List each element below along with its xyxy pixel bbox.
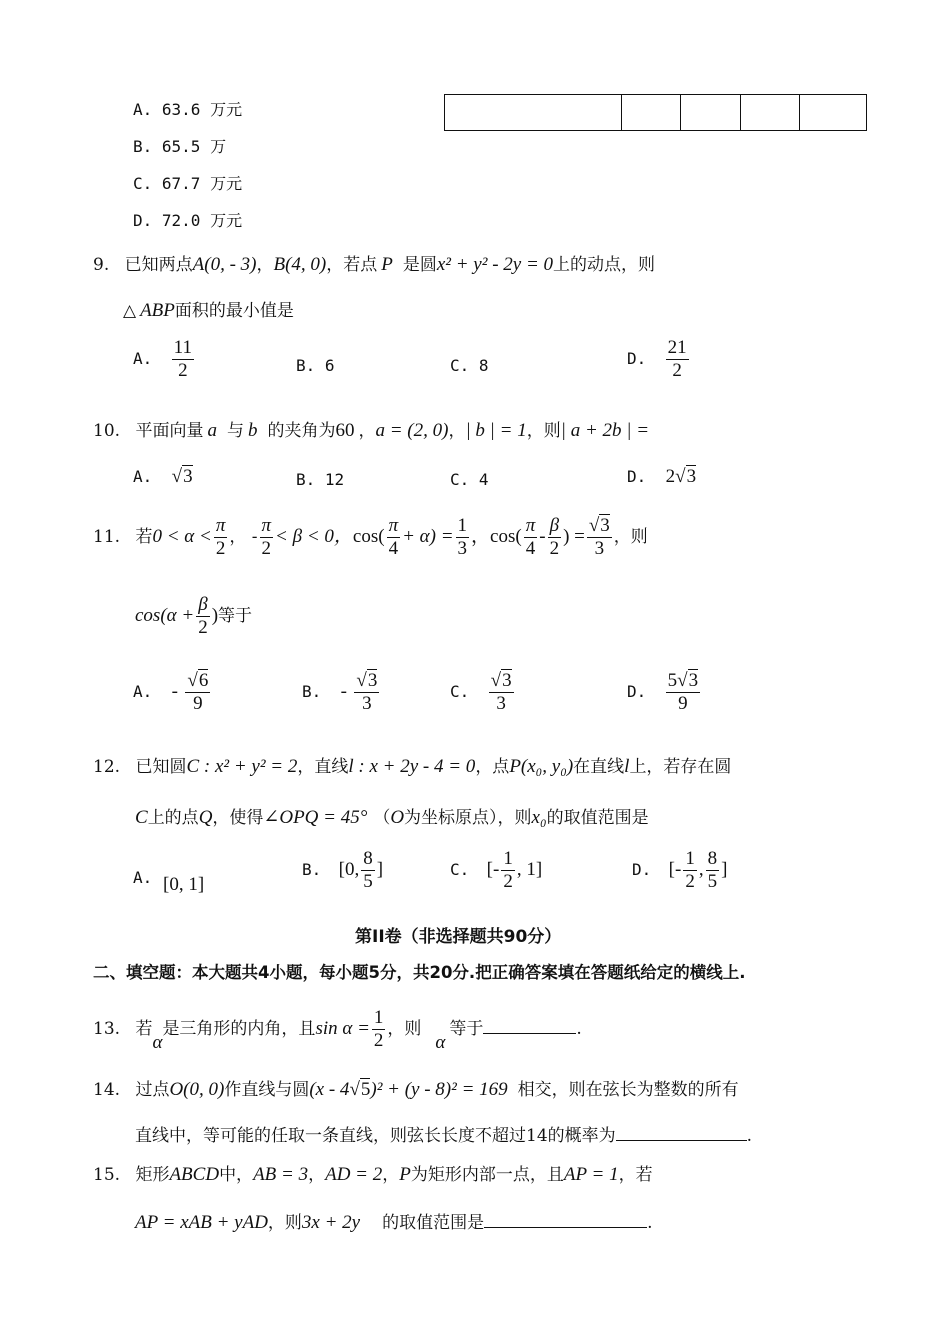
q12-d-comma: ,: [698, 858, 704, 880]
q12-option-label: B.: [302, 859, 322, 879]
q12-d-numerator: 8: [707, 848, 718, 869]
q14-text: 作直线与圆: [224, 1080, 310, 1100]
q11-condition-beta: < β < 0，: [275, 525, 353, 547]
q11-paren: ): [211, 604, 219, 626]
q11-minus: -: [539, 525, 546, 547]
q10-vector-b: b: [247, 420, 258, 441]
q10-vector-a-value: a = (2, 0): [375, 420, 449, 441]
q14-period: .: [746, 1126, 753, 1146]
q9-number: 9.: [93, 255, 110, 275]
q12-point-q: Q: [198, 807, 213, 828]
q12-text: 上的点: [147, 808, 199, 828]
q12-b-close: ]: [376, 858, 384, 880]
q9-option-b: B. 6: [296, 356, 335, 375]
q11-text: ， -: [229, 526, 258, 547]
q11-two: 2: [261, 537, 272, 559]
q9-option-label: D.: [627, 348, 647, 368]
q10-angle: 60: [335, 420, 355, 441]
q9-point-a: A(0, - 3): [192, 254, 257, 275]
q15-ap: AP = 1: [563, 1164, 619, 1185]
q9-circle-equation: x² + y² - 2y = 0: [436, 254, 554, 275]
q15-text: ，若: [618, 1165, 653, 1185]
q14-text: 直线中，等可能的任取一条直线，则弦长长度不超过14的概率为: [135, 1126, 616, 1146]
q11-pi: π: [215, 515, 226, 536]
q12-circle-equation: C : x² + y² = 2: [186, 756, 298, 777]
q11-target-expression: cos(α +: [135, 604, 195, 626]
q9-a-denominator: 2: [178, 359, 188, 381]
q10-text: 与: [226, 421, 244, 441]
q12-b-open: [0,: [338, 858, 360, 880]
q12-option-label: D.: [632, 859, 652, 879]
q8-table-cell: [445, 95, 622, 131]
q11-b-sign: -: [340, 680, 347, 702]
q10-norm-b: | b | = 1: [465, 420, 527, 441]
q12-line-equation: l : x + 2y - 4 = 0: [348, 756, 476, 777]
q9-option-c: C. 8: [450, 356, 489, 375]
q8-option-a: A. 63.6 万元: [133, 100, 243, 119]
q9-triangle-name: ABP: [140, 300, 175, 321]
q11-c-radicand: 3: [502, 670, 512, 691]
q13-text: 若: [135, 1018, 153, 1039]
q14-number: 14.: [93, 1080, 121, 1100]
q11-c-denominator: 3: [496, 692, 506, 714]
q10-text: 平面向量: [135, 421, 204, 441]
q12-circle-c: C: [135, 807, 148, 828]
q11-two: 2: [549, 537, 560, 559]
q12-option-label: C.: [450, 859, 470, 879]
q12-option-c: [450, 848, 542, 893]
q15-point-p: P: [399, 1164, 411, 1185]
q10-vector-a: a: [207, 420, 217, 441]
q12-text: 上，若存在圆: [629, 757, 732, 777]
q13-sin-expression: sin α =: [315, 1017, 370, 1039]
q11-option-label: C.: [450, 681, 470, 701]
q8-option-b: B. 65.5 万: [133, 137, 227, 156]
q10-d-radicand: 3: [686, 466, 697, 487]
q9-option-d: [627, 337, 691, 382]
q15-text: 的取值范围是: [382, 1213, 485, 1233]
q10-option-label: A.: [133, 467, 153, 486]
q12-option-a-label: A.: [133, 868, 153, 887]
q12-text: ，点: [475, 757, 510, 777]
q15-text: ，: [308, 1165, 326, 1185]
q15-text: ，: [382, 1165, 400, 1185]
q14-origin: O(0, 0): [169, 1079, 225, 1100]
q9-stem-line2: [123, 296, 294, 322]
q12-option-d: [632, 848, 727, 893]
q14-circle-equation: (x - 4: [309, 1079, 350, 1100]
q11-condition-alpha: 0 < α <: [152, 525, 212, 547]
q13-number: 13.: [93, 1018, 121, 1039]
q11-beta: β: [198, 594, 208, 615]
q12-d-open: [-: [668, 858, 682, 880]
q13-two: 2: [373, 1029, 384, 1051]
q11-two: 2: [198, 616, 208, 638]
q9-option-a: [133, 337, 196, 382]
q11-number: 11.: [93, 526, 121, 547]
q14-circle-equation: )² + (y - 8)² = 169: [370, 1079, 508, 1100]
q15-answer-blank[interactable]: [484, 1209, 647, 1228]
q15-stem-line2: [135, 1208, 653, 1234]
q11-two: 2: [215, 537, 226, 559]
q11-stem-line2: [135, 594, 252, 639]
q15-vector-equation: AP = xAB + yAD: [135, 1212, 268, 1233]
q9-d-denominator: 2: [672, 359, 682, 381]
q13-period: .: [576, 1018, 582, 1039]
q9-text: ，若点: [326, 255, 378, 275]
q11-text: 等于: [218, 605, 253, 626]
q12-angle: ∠OPQ = 45°: [263, 807, 368, 828]
q12-d-denominator: 5: [707, 870, 718, 892]
q12-text: 已知圆: [135, 757, 187, 777]
q14-stem-line2: [135, 1121, 752, 1146]
q14-text: 过点: [135, 1080, 170, 1100]
q15-text: 中，: [219, 1165, 254, 1185]
q10-option-c: C. 4: [450, 470, 489, 489]
q11-option-label: A.: [133, 681, 153, 701]
q10-option-b: B. 12: [296, 470, 345, 489]
q10-option-a: A. √3: [133, 466, 193, 487]
q12-c-close: , 1]: [516, 858, 543, 880]
q11-stem: 11. 若0 < α < $\frac{\pi}{2}$ ， - $\frac{\pi}{2}$ < β < 0，cos( $\frac{\pi}{4}$ + α) = $\frac{1}{3}$ ，cos( $\frac{\pi}{4}$ - $\frac{\beta}{2}$ ) = $\frac{√3}{3}$ ，则: [93, 515, 648, 559]
section-instructions: 二、填空题：本大题共4小题，每小题5分，共20分.把正确答案填在答题纸给定的横线上.: [93, 963, 746, 982]
q14-stem: 14. 过点O(0, 0)作直线与圆(x - 4√5)² + (y - 8)² = 169 相交，则在弦长为整数的所有: [93, 1079, 739, 1100]
q14-answer-blank[interactable]: [616, 1122, 747, 1141]
q11-option-d: D. $\frac{5√3}{9}$: [627, 670, 699, 714]
q11-text: ，则: [613, 526, 648, 547]
q12-option-b: [302, 848, 383, 893]
q11-b-radicand: 3: [367, 670, 378, 691]
q12-stem: [93, 752, 731, 778]
q11-text: 若: [135, 526, 153, 547]
q10-expression: | a + 2b | =: [560, 420, 650, 441]
section-title: 第II卷（非选择题共90分）: [355, 927, 562, 947]
q10-stem: [93, 416, 649, 442]
q9-text: 是圆: [402, 255, 437, 275]
q14-radicand: 5: [360, 1079, 371, 1100]
q8-table-cell: [741, 95, 800, 131]
q11-cos-expression: ) =: [563, 525, 585, 547]
q12-x0: x₀: [531, 807, 547, 828]
q11-four: 4: [525, 537, 536, 559]
q11-option-b: B. - $\frac{√3}{3}$: [302, 670, 378, 714]
q12-d-numerator: 1: [685, 848, 695, 869]
q10-text: ，: [358, 421, 376, 441]
q12-d-denominator: 2: [685, 870, 695, 892]
q15-target-expression: 3x + 2y: [301, 1212, 361, 1233]
q10-a-radicand: 3: [183, 466, 193, 487]
q11-radicand: 3: [600, 515, 610, 536]
q13-text: 等于: [449, 1018, 484, 1039]
q13-text: 是三角形的内角，且: [162, 1018, 316, 1039]
q12-line-l: l: [624, 756, 630, 777]
q12-point-p: P(x₀, y₀): [509, 756, 574, 777]
q11-option-a: A. - $\frac{√6}{9}$: [133, 670, 209, 714]
q9-d-numerator: 21: [667, 337, 687, 358]
q11-d-radicand: 3: [688, 670, 699, 691]
q12-origin: O: [390, 807, 405, 828]
q9-a-numerator: 11: [173, 337, 192, 358]
q11-a-denominator: 9: [193, 692, 203, 714]
q13-answer-blank[interactable]: [483, 1015, 576, 1034]
q11-pi: π: [388, 515, 399, 536]
q8-table-cell: [622, 95, 681, 131]
q15-ab: AB = 3: [253, 1164, 309, 1185]
q10-number: 10.: [93, 421, 121, 441]
q12-c-numerator: 1: [503, 848, 513, 869]
q15-stem: [93, 1160, 653, 1186]
q10-text: 的夹角为: [267, 421, 336, 441]
q12-text: （: [373, 808, 391, 828]
q12-stem-line2: [135, 803, 649, 829]
q12-text: 在直线: [573, 757, 625, 777]
q12-c-denominator: 2: [503, 870, 513, 892]
q11-a-radicand: 6: [198, 670, 209, 691]
q12-option-a-value: [0, 1]: [163, 874, 205, 895]
q11-one: 1: [457, 515, 468, 536]
q10-d-coefficient: 2: [665, 466, 676, 487]
q15-number: 15.: [93, 1165, 121, 1185]
q9-stem: 9. 已知两点A(0, - 3)，B(4, 0)，若点 P 是圆x² + y² - 2y = 0上的动点，则: [93, 254, 656, 275]
q12-text: ，使得: [212, 808, 264, 828]
q15-text: 为矩形内部一点，且: [410, 1165, 564, 1185]
q9-text: 面积的最小值是: [174, 301, 294, 321]
q12-text: 为坐标原点），则: [404, 808, 532, 828]
q10-option-d: D. 2√3: [627, 466, 697, 487]
q11-b-denominator: 3: [362, 692, 372, 714]
q8-table-cell: [681, 95, 741, 131]
q15-ad: AD = 2: [325, 1164, 383, 1185]
q11-three: 3: [594, 537, 605, 559]
q14-text: 相交，则在弦长为整数的所有: [517, 1080, 739, 1100]
q8-option-d: D. 72.0 万元: [133, 211, 243, 230]
q11-cos-expression: + α) =: [402, 525, 454, 547]
q12-d-close: ]: [721, 858, 728, 880]
q8-option-c: C. 67.7 万元: [133, 174, 243, 193]
q11-d-coefficient: 5: [667, 670, 678, 691]
q12-b-numerator: 8: [363, 848, 373, 869]
q13-alpha: α: [435, 1031, 446, 1053]
q13-alpha: α: [152, 1031, 163, 1053]
q13-text: ，则: [387, 1018, 422, 1039]
q11-four: 4: [388, 537, 399, 559]
triangle-symbol: △: [123, 301, 137, 321]
q12-number: 12.: [93, 757, 121, 777]
q15-rectangle: ABCD: [169, 1164, 220, 1185]
q11-beta: β: [549, 515, 560, 536]
q15-text: ，则: [267, 1213, 302, 1233]
q9-point-b: B(4, 0): [273, 254, 327, 275]
q11-pi: π: [261, 515, 272, 536]
q13-one: 1: [373, 1007, 384, 1028]
q11-d-denominator: 9: [678, 692, 688, 714]
q11-cos: cos(: [352, 525, 385, 547]
q9-text: 上的动点，则: [553, 255, 656, 275]
q13-stem: [93, 1007, 582, 1052]
q11-option-label: D.: [627, 681, 647, 701]
q11-pi: π: [525, 515, 536, 536]
q10-text: ，则: [526, 421, 561, 441]
q8-table-cell: [800, 95, 867, 131]
q8-table: [444, 94, 867, 131]
q15-text: 矩形: [135, 1165, 170, 1185]
q15-period: .: [647, 1213, 653, 1233]
q11-three: 3: [457, 537, 468, 559]
q11-option-label: B.: [302, 681, 322, 701]
q12-text: ，直线: [297, 757, 349, 777]
q9-text: 已知两点: [124, 255, 193, 275]
q12-c-open: [-: [486, 858, 500, 880]
q12-b-denominator: 5: [363, 870, 373, 892]
q9-option-label: A.: [133, 348, 153, 368]
q9-point-p: P: [381, 254, 393, 275]
q11-cos: ，cos(: [471, 525, 522, 547]
q10-option-label: D.: [627, 467, 647, 486]
q11-option-c: C. $\frac{√3}{3}$: [450, 670, 512, 714]
q10-text: ，: [448, 421, 466, 441]
q12-text: 的取值范围是: [546, 808, 649, 828]
q11-a-sign: -: [171, 680, 178, 702]
